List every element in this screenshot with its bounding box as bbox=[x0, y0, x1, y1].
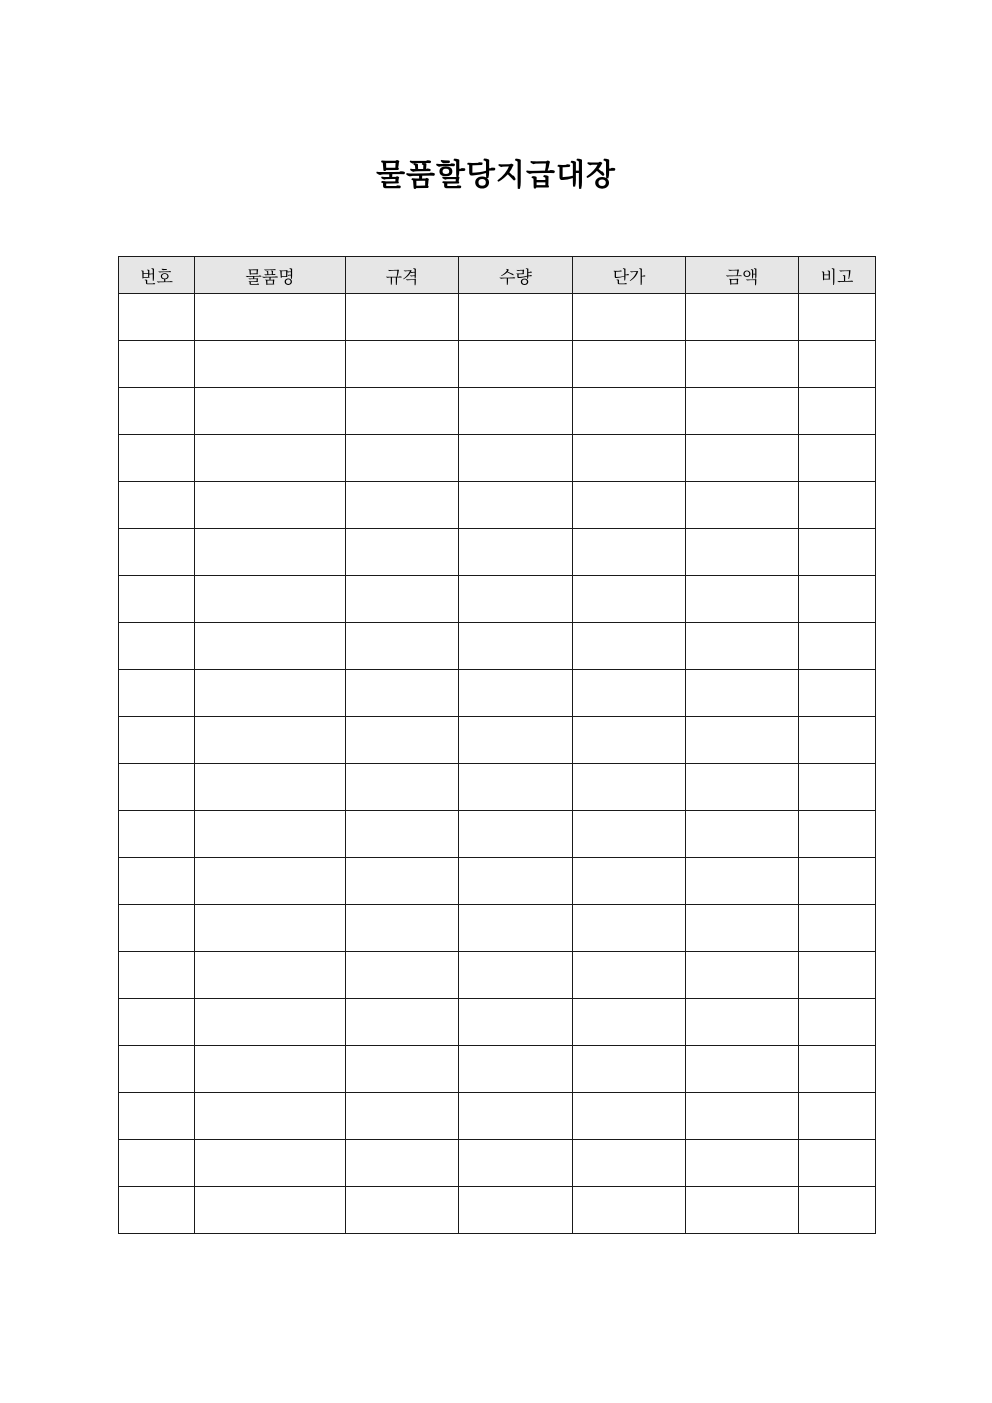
cell-item-name[interactable] bbox=[195, 999, 346, 1046]
cell-number[interactable] bbox=[119, 482, 195, 529]
cell-amount[interactable] bbox=[686, 905, 799, 952]
cell-number[interactable] bbox=[119, 435, 195, 482]
cell-number[interactable] bbox=[119, 623, 195, 670]
table-row bbox=[119, 1093, 876, 1140]
cell-unit-price[interactable] bbox=[573, 482, 686, 529]
cell-amount[interactable] bbox=[686, 717, 799, 764]
cell-spec[interactable] bbox=[346, 670, 459, 717]
cell-remarks[interactable] bbox=[799, 1187, 876, 1234]
cell-number[interactable] bbox=[119, 1140, 195, 1187]
cell-item-name[interactable] bbox=[195, 623, 346, 670]
cell-remarks[interactable] bbox=[799, 717, 876, 764]
cell-unit-price[interactable] bbox=[573, 529, 686, 576]
cell-unit-price[interactable] bbox=[573, 341, 686, 388]
cell-amount[interactable] bbox=[686, 858, 799, 905]
table-row bbox=[119, 435, 876, 482]
cell-number[interactable] bbox=[119, 999, 195, 1046]
cell-item-name[interactable] bbox=[195, 529, 346, 576]
cell-unit-price[interactable] bbox=[573, 811, 686, 858]
table-row bbox=[119, 529, 876, 576]
cell-spec[interactable] bbox=[346, 764, 459, 811]
cell-amount[interactable] bbox=[686, 341, 799, 388]
cell-amount[interactable] bbox=[686, 1046, 799, 1093]
table-header-row bbox=[119, 257, 876, 294]
cell-quantity[interactable] bbox=[459, 764, 573, 811]
cell-unit-price[interactable] bbox=[573, 388, 686, 435]
cell-amount[interactable] bbox=[686, 811, 799, 858]
cell-number[interactable] bbox=[119, 717, 195, 764]
cell-item-name[interactable] bbox=[195, 811, 346, 858]
cell-amount[interactable] bbox=[686, 1093, 799, 1140]
cell-amount[interactable] bbox=[686, 1187, 799, 1234]
cell-item-name[interactable] bbox=[195, 388, 346, 435]
cell-remarks[interactable] bbox=[799, 1140, 876, 1187]
supply-ledger-table bbox=[118, 256, 876, 1234]
cell-remarks[interactable] bbox=[799, 764, 876, 811]
cell-spec[interactable] bbox=[346, 811, 459, 858]
cell-item-name[interactable] bbox=[195, 435, 346, 482]
cell-spec[interactable] bbox=[346, 952, 459, 999]
cell-unit-price[interactable] bbox=[573, 999, 686, 1046]
cell-item-name[interactable] bbox=[195, 576, 346, 623]
cell-spec[interactable] bbox=[346, 999, 459, 1046]
cell-item-name[interactable] bbox=[195, 670, 346, 717]
cell-remarks[interactable] bbox=[799, 999, 876, 1046]
cell-spec[interactable] bbox=[346, 905, 459, 952]
cell-spec[interactable] bbox=[346, 435, 459, 482]
table-row bbox=[119, 482, 876, 529]
cell-spec[interactable] bbox=[346, 482, 459, 529]
table-row bbox=[119, 952, 876, 999]
cell-amount[interactable] bbox=[686, 482, 799, 529]
cell-item-name[interactable] bbox=[195, 858, 346, 905]
page-title: 물품할당지급대장 bbox=[376, 158, 616, 194]
cell-unit-price[interactable] bbox=[573, 717, 686, 764]
cell-item-name[interactable] bbox=[195, 294, 346, 341]
table-row bbox=[119, 341, 876, 388]
cell-spec[interactable] bbox=[346, 294, 459, 341]
cell-remarks[interactable] bbox=[799, 1093, 876, 1140]
cell-spec[interactable] bbox=[346, 623, 459, 670]
cell-number[interactable] bbox=[119, 670, 195, 717]
cell-quantity[interactable] bbox=[459, 858, 573, 905]
cell-amount[interactable] bbox=[686, 294, 799, 341]
cell-quantity[interactable] bbox=[459, 435, 573, 482]
cell-number[interactable] bbox=[119, 811, 195, 858]
cell-remarks[interactable] bbox=[799, 576, 876, 623]
cell-unit-price[interactable] bbox=[573, 1046, 686, 1093]
cell-quantity[interactable] bbox=[459, 952, 573, 999]
cell-quantity[interactable] bbox=[459, 1046, 573, 1093]
cell-quantity[interactable] bbox=[459, 341, 573, 388]
cell-unit-price[interactable] bbox=[573, 670, 686, 717]
cell-item-name[interactable] bbox=[195, 1093, 346, 1140]
table-row bbox=[119, 1046, 876, 1093]
cell-spec[interactable] bbox=[346, 717, 459, 764]
cell-item-name[interactable] bbox=[195, 717, 346, 764]
cell-unit-price[interactable] bbox=[573, 764, 686, 811]
cell-amount[interactable] bbox=[686, 999, 799, 1046]
cell-unit-price[interactable] bbox=[573, 858, 686, 905]
cell-number[interactable] bbox=[119, 1046, 195, 1093]
cell-number[interactable] bbox=[119, 858, 195, 905]
cell-remarks[interactable] bbox=[799, 952, 876, 999]
table-row bbox=[119, 1187, 876, 1234]
cell-spec[interactable] bbox=[346, 1140, 459, 1187]
cell-spec[interactable] bbox=[346, 1093, 459, 1140]
cell-quantity[interactable] bbox=[459, 1093, 573, 1140]
cell-remarks[interactable] bbox=[799, 341, 876, 388]
column-header-unit-price: 단가 bbox=[573, 257, 686, 294]
cell-unit-price[interactable] bbox=[573, 1140, 686, 1187]
cell-quantity[interactable] bbox=[459, 482, 573, 529]
cell-spec[interactable] bbox=[346, 341, 459, 388]
cell-item-name[interactable] bbox=[195, 341, 346, 388]
cell-spec[interactable] bbox=[346, 388, 459, 435]
cell-quantity[interactable] bbox=[459, 999, 573, 1046]
cell-unit-price[interactable] bbox=[573, 576, 686, 623]
cell-item-name[interactable] bbox=[195, 1140, 346, 1187]
cell-quantity[interactable] bbox=[459, 529, 573, 576]
column-header-amount: 금액 bbox=[686, 257, 799, 294]
cell-unit-price[interactable] bbox=[573, 1093, 686, 1140]
cell-amount[interactable] bbox=[686, 388, 799, 435]
cell-spec[interactable] bbox=[346, 1187, 459, 1234]
table-row bbox=[119, 294, 876, 341]
cell-remarks[interactable] bbox=[799, 435, 876, 482]
table-row bbox=[119, 764, 876, 811]
cell-number[interactable] bbox=[119, 576, 195, 623]
cell-item-name[interactable] bbox=[195, 764, 346, 811]
table-row bbox=[119, 858, 876, 905]
cell-item-name[interactable] bbox=[195, 482, 346, 529]
cell-quantity[interactable] bbox=[459, 576, 573, 623]
cell-amount[interactable] bbox=[686, 576, 799, 623]
table-row bbox=[119, 388, 876, 435]
cell-spec[interactable] bbox=[346, 576, 459, 623]
cell-spec[interactable] bbox=[346, 858, 459, 905]
column-header-quantity: 수량 bbox=[459, 257, 573, 294]
cell-number[interactable] bbox=[119, 905, 195, 952]
table-row bbox=[119, 905, 876, 952]
cell-remarks[interactable] bbox=[799, 811, 876, 858]
cell-amount[interactable] bbox=[686, 529, 799, 576]
cell-quantity[interactable] bbox=[459, 905, 573, 952]
cell-number[interactable] bbox=[119, 529, 195, 576]
cell-unit-price[interactable] bbox=[573, 623, 686, 670]
cell-amount[interactable] bbox=[686, 435, 799, 482]
cell-remarks[interactable] bbox=[799, 529, 876, 576]
cell-item-name[interactable] bbox=[195, 952, 346, 999]
table-body bbox=[119, 294, 876, 1234]
cell-number[interactable] bbox=[119, 1093, 195, 1140]
cell-number[interactable] bbox=[119, 764, 195, 811]
column-header-item-name: 물품명 bbox=[195, 257, 346, 294]
cell-number[interactable] bbox=[119, 341, 195, 388]
cell-number[interactable] bbox=[119, 952, 195, 999]
cell-remarks[interactable] bbox=[799, 1046, 876, 1093]
cell-quantity[interactable] bbox=[459, 1187, 573, 1234]
cell-unit-price[interactable] bbox=[573, 905, 686, 952]
cell-quantity[interactable] bbox=[459, 294, 573, 341]
cell-amount[interactable] bbox=[686, 623, 799, 670]
cell-spec[interactable] bbox=[346, 529, 459, 576]
cell-quantity[interactable] bbox=[459, 670, 573, 717]
cell-amount[interactable] bbox=[686, 1140, 799, 1187]
column-header-spec: 규격 bbox=[346, 257, 459, 294]
column-header-remarks: 비고 bbox=[799, 257, 876, 294]
cell-quantity[interactable] bbox=[459, 388, 573, 435]
cell-item-name[interactable] bbox=[195, 1187, 346, 1234]
cell-number[interactable] bbox=[119, 388, 195, 435]
cell-spec[interactable] bbox=[346, 1046, 459, 1093]
cell-remarks[interactable] bbox=[799, 905, 876, 952]
table-row bbox=[119, 811, 876, 858]
cell-unit-price[interactable] bbox=[573, 1187, 686, 1234]
cell-number[interactable] bbox=[119, 1187, 195, 1234]
cell-unit-price[interactable] bbox=[573, 435, 686, 482]
cell-amount[interactable] bbox=[686, 952, 799, 999]
cell-remarks[interactable] bbox=[799, 294, 876, 341]
table-row bbox=[119, 623, 876, 670]
cell-quantity[interactable] bbox=[459, 623, 573, 670]
table-row bbox=[119, 670, 876, 717]
cell-remarks[interactable] bbox=[799, 623, 876, 670]
table-row bbox=[119, 717, 876, 764]
cell-number[interactable] bbox=[119, 294, 195, 341]
cell-remarks[interactable] bbox=[799, 388, 876, 435]
column-header-number: 번호 bbox=[119, 257, 195, 294]
cell-unit-price[interactable] bbox=[573, 952, 686, 999]
table-row bbox=[119, 1140, 876, 1187]
cell-remarks[interactable] bbox=[799, 482, 876, 529]
cell-quantity[interactable] bbox=[459, 1140, 573, 1187]
cell-amount[interactable] bbox=[686, 764, 799, 811]
cell-item-name[interactable] bbox=[195, 1046, 346, 1093]
cell-amount[interactable] bbox=[686, 670, 799, 717]
cell-remarks[interactable] bbox=[799, 670, 876, 717]
cell-quantity[interactable] bbox=[459, 717, 573, 764]
table-row bbox=[119, 576, 876, 623]
cell-item-name[interactable] bbox=[195, 905, 346, 952]
cell-quantity[interactable] bbox=[459, 811, 573, 858]
cell-remarks[interactable] bbox=[799, 858, 876, 905]
table-row bbox=[119, 999, 876, 1046]
cell-unit-price[interactable] bbox=[573, 294, 686, 341]
